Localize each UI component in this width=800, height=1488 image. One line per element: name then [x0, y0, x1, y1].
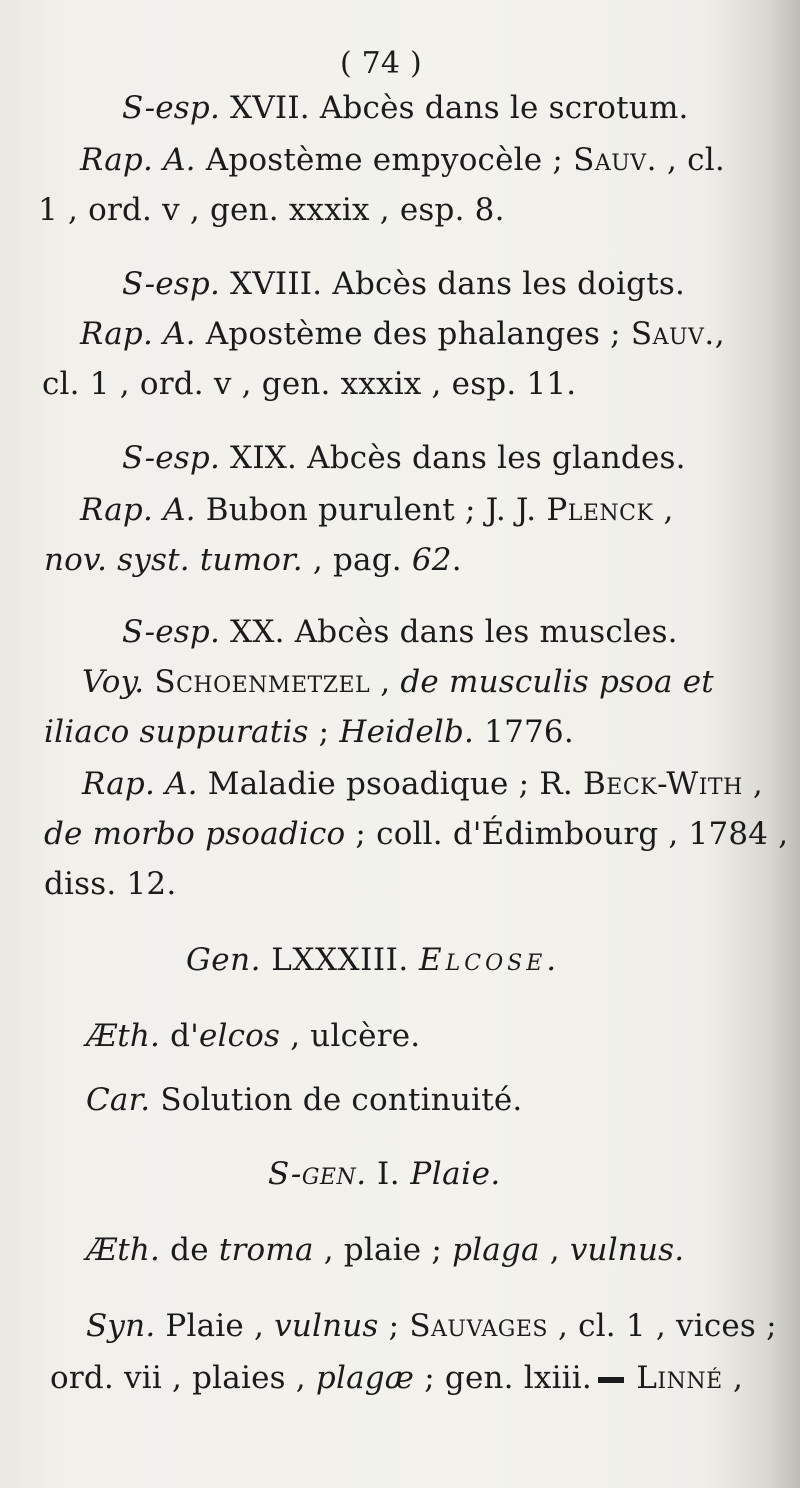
citation-title: iliaco suppuratis [44, 714, 309, 750]
author-name: Sauv. [573, 142, 657, 178]
author-name: Beck-With [582, 766, 743, 802]
text-span: cl. 1 , ord. v , gen. xxxix , esp. 11. [42, 366, 577, 402]
heading-text: XVII. Abcès dans le scrotum. [220, 90, 689, 126]
citation-title: de morbo psoadico [44, 816, 346, 852]
text-span: I. [366, 1156, 411, 1192]
text-line [80, 490, 674, 530]
heading-text: XX. Abcès dans les muscles. [220, 614, 678, 650]
place-ref: Heidelb. [339, 714, 475, 750]
dash-mark [598, 1377, 624, 1383]
text-span: Solution de continuité. [150, 1082, 523, 1118]
latin-term: plagæ [315, 1360, 415, 1396]
text-line [80, 140, 725, 180]
author-name: Sauvages [409, 1308, 548, 1344]
rap-label: Rap. A. [80, 142, 196, 178]
text-line [86, 1230, 684, 1270]
text-span: d' [160, 1018, 199, 1054]
citation-title: de musculis psoa et [400, 664, 714, 700]
subgenus-name: Plaie. [410, 1156, 501, 1192]
rap-label: Rap. A. [80, 316, 196, 352]
text-span: 1 , ord. v , gen. xxxix , esp. 8. [38, 192, 505, 228]
text-line [50, 1358, 743, 1398]
subspecies-label: S-esp. [122, 266, 220, 302]
text-line [44, 712, 574, 752]
text-span: , [539, 1232, 570, 1268]
text-span: ord. vii , plaies , [50, 1360, 316, 1396]
voy-label: Voy. [82, 664, 145, 700]
genus-heading [186, 940, 560, 980]
text-span: Apostème empyocèle ; [195, 142, 574, 178]
text-span: , cl. 1 , vices ; [547, 1308, 777, 1344]
subspecies-label: S-esp. [122, 90, 220, 126]
entry-heading-xx [122, 612, 678, 652]
text-line [86, 1306, 777, 1346]
subspecies-label: S-esp. [122, 614, 220, 650]
text-span: , plaie ; [313, 1232, 453, 1268]
text-span: Bubon purulent ; J. J. [195, 492, 547, 528]
author-name: Schoenmetzel [154, 664, 371, 700]
rap-label: Rap. A. [82, 766, 198, 802]
text-span: , cl. [657, 142, 725, 178]
text-span: ; [308, 714, 340, 750]
text-span: ; coll. d'Édimbourg , 1784 , [345, 816, 789, 852]
text-span: , [714, 316, 725, 352]
text-line [86, 1080, 522, 1120]
text-span: diss. 12. [44, 866, 177, 902]
text-line [82, 764, 763, 804]
text-span: , [370, 664, 401, 700]
page-number: ( 74 ) [340, 46, 422, 81]
text-span: 1776. [474, 714, 574, 750]
subgenus-label: S-gen. [268, 1156, 367, 1192]
genus-label: Gen. [186, 942, 261, 978]
heading-text: XVIII. Abcès dans les doigts. [220, 266, 686, 302]
text-line [82, 662, 714, 702]
entry-heading-xviii [122, 264, 685, 304]
latin-term: vulnus [274, 1308, 379, 1344]
text-span: LXXXIII. [260, 942, 420, 978]
greek-term: elcos [198, 1018, 281, 1054]
greek-term: troma [218, 1232, 314, 1268]
author-name: Linné , [625, 1360, 744, 1396]
text-span: , pag. [302, 542, 412, 578]
text-line [44, 814, 788, 854]
citation-title: nov. syst. tumor. [44, 542, 303, 578]
latin-term: plaga [452, 1232, 540, 1268]
subspecies-label: S-esp. [122, 440, 220, 476]
entry-heading-xix [122, 438, 686, 478]
text-span: Maladie psoadique ; R. [197, 766, 583, 802]
author-name: Plenck [546, 492, 654, 528]
text-span [144, 664, 154, 700]
text-span: , [742, 766, 763, 802]
text-line [44, 540, 462, 580]
entry-heading-xvii [122, 88, 689, 128]
page-ref: 62 [411, 542, 452, 578]
text-span: ; [378, 1308, 410, 1344]
etymology-label: Æth. [86, 1018, 161, 1054]
text-line [80, 314, 725, 354]
text-line [38, 190, 505, 230]
rap-label: Rap. A. [80, 492, 196, 528]
text-line [42, 364, 576, 404]
text-span: de [160, 1232, 219, 1268]
character-label: Car. [86, 1082, 151, 1118]
text-line [86, 1016, 420, 1056]
text-span: , [653, 492, 674, 528]
subgenus-heading [268, 1154, 501, 1194]
text-span: , ulcère. [280, 1018, 421, 1054]
text-line [44, 864, 176, 904]
heading-text: XIX. Abcès dans les glandes. [220, 440, 686, 476]
text-span: Plaie , [155, 1308, 275, 1344]
latin-term: vulnus. [569, 1232, 685, 1268]
text-span: ; gen. lxiii. [414, 1360, 592, 1396]
genus-name: Elcose. [419, 942, 561, 978]
etymology-label: Æth. [86, 1232, 161, 1268]
synonym-label: Syn. [86, 1308, 156, 1344]
text-span: Apostème des phalanges ; [195, 316, 631, 352]
author-name: Sauv. [630, 316, 715, 352]
text-span: . [451, 542, 462, 578]
